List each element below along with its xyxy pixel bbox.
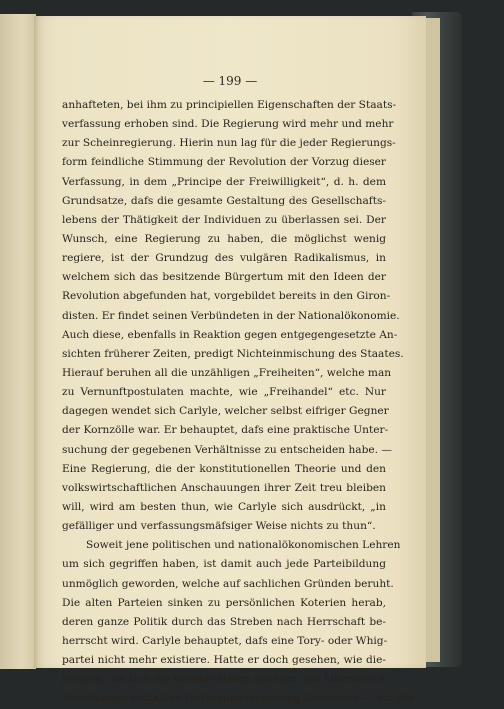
text-line: zu Vernunftpostulaten machte, wie „Freihandel“ etc. Nur xyxy=(62,386,386,399)
text-line: sichten früherer Zeiten, predigt Nichteinmischung des Staates. xyxy=(62,347,404,360)
text-line: welchem sich das besitzende Bürgertum mit den Ideen der xyxy=(62,271,386,284)
book-page xyxy=(34,16,426,705)
text-line: Vorschlägen radikaler Verfassungsänderung überboten — um der xyxy=(62,692,415,705)
page-number: — 199 — xyxy=(202,74,258,88)
text-line: Soweit jene politischen und nationalökonomischen Lehren xyxy=(86,539,401,552)
left-page-edge xyxy=(0,14,36,669)
text-line: um sich gegriffen haben, ist damit auch jede Parteibildung xyxy=(62,558,386,571)
text-line: Die alten Parteien sinken zu persönlichen Koterien herab, xyxy=(62,596,386,609)
text-line: Revolution abgefunden hat, vorgebildet bereits in den Giron- xyxy=(62,290,391,303)
text-line: regiere, ist der Grundzug des vulgären Radikalismus, in xyxy=(62,252,386,265)
text-line: anhafteten, bei ihm zu principiellen Eigenschaften der Staats- xyxy=(62,99,397,111)
text-line: unmöglich geworden, welche auf sachlichen Gründen beruht. xyxy=(62,577,394,590)
page-text xyxy=(62,96,415,709)
text-line: partei nicht mehr existiere. Hatte er doch gesehen, wie die- xyxy=(62,654,386,667)
text-line: der Kornzölle war. Er behauptet, dafs eine praktische Unter- xyxy=(62,424,389,437)
text-line: disten. Er findet seinen Verbündeten in der Nationalökonomie. xyxy=(62,309,400,322)
text-line: lebens der Thätigkeit der Individuen zu überlassen sei. Der xyxy=(62,213,386,226)
text-line: Verfassung, in dem „Principe der Freiwilligkeit“, d. h. dem xyxy=(62,175,386,188)
text-line: gefälliger und verfassungsmäfsiger Weise nichts zu thun“. xyxy=(62,520,376,533)
text-line: will, wird am besten thun, wie Carlyle sich ausdrückt, „in xyxy=(62,500,386,513)
text-line: form feindliche Stimmung der Revolution der Vorzug dieser xyxy=(62,156,386,169)
text-line: zur Scheinregierung. Hierin nun lag für die jeder Regierungs- xyxy=(62,137,396,150)
text-line: volkswirtschaftlichen Anschauungen ihrer Zeit treu bleiben xyxy=(62,481,386,494)
text-line: verfassung erhoben sind. Die Regierung wird mehr und mehr xyxy=(62,118,394,131)
text-line: Hierauf beruhen all die unzähligen „Freiheiten“, welche man xyxy=(62,366,392,379)
text-line: jenigen, die sich die Konservativen nannten, die Liberalen in xyxy=(62,673,389,686)
text-line: Auch diese, ebenfalls in Reaktion gegen entgegengesetzte An- xyxy=(62,328,398,341)
text-line: suchung der gegebenen Verhältnisse zu entscheiden habe. — xyxy=(62,443,392,456)
text-line: dagegen wendet sich Carlyle, welcher selbst eifriger Gegner xyxy=(62,405,389,418)
text-line: Wunsch, eine Regierung zu haben, die möglichst wenig xyxy=(62,232,386,245)
text-line: deren ganze Politik durch das Streben nach Herrschaft be- xyxy=(62,615,386,628)
text-line: Grundsatze, dafs die gesamte Gestaltung des Gesellschafts- xyxy=(62,194,386,207)
text-line: herrscht wird. Carlyle behauptet, dafs eine Tory- oder Whig- xyxy=(62,634,388,647)
text-line: Eine Regierung, die der konstitutionellen Theorie und den xyxy=(62,462,386,475)
